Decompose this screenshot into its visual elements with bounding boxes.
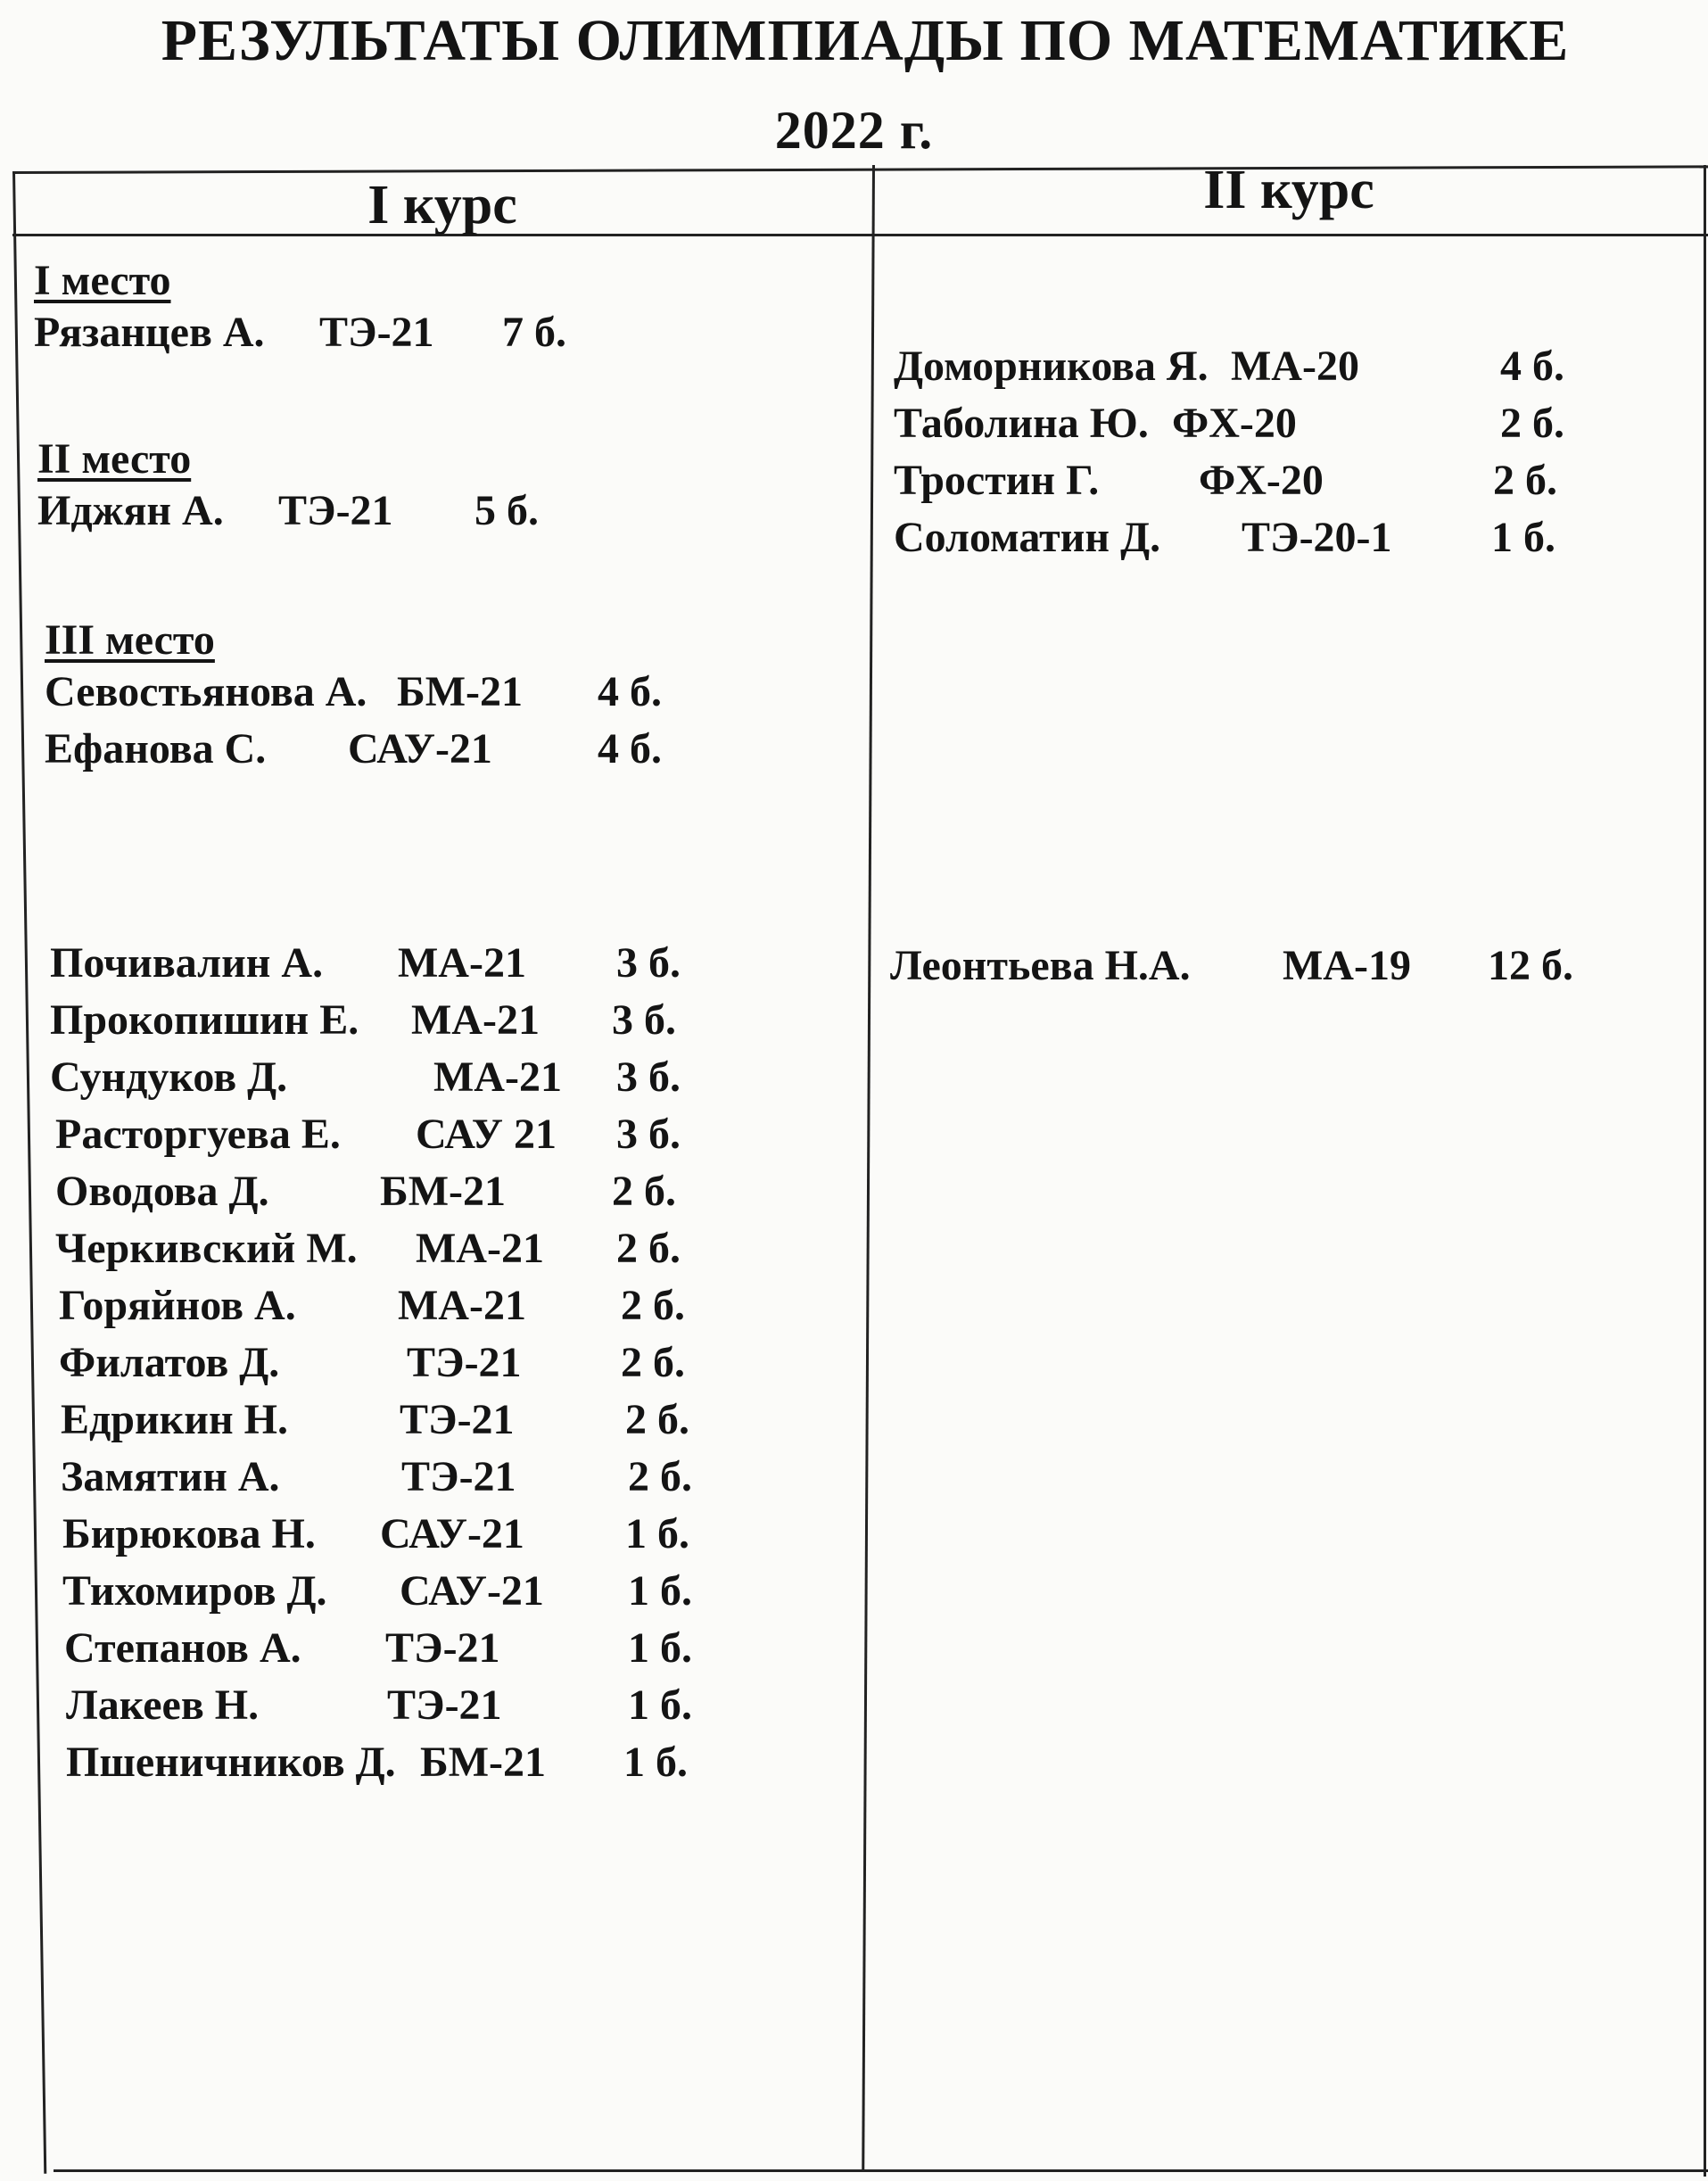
student-group: ТЭ-21 [278,487,393,534]
student-score: 1 б. [628,1567,692,1615]
column-header-course-2: II курс [1203,160,1374,220]
student-score: 2 б. [616,1225,681,1272]
student-group: МА-21 [398,939,526,987]
student-name: Леонтьева Н.А. [890,942,1191,989]
table-right-border [1704,165,1706,2177]
student-group: ТЭ-21 [385,1624,500,1672]
student-group: МА-21 [433,1053,562,1101]
student-name: Таболина Ю. [894,400,1149,447]
student-group: БМ-21 [397,668,524,715]
student-name: Степанов А. [64,1624,301,1672]
place-label: II место [37,435,192,483]
student-score: 4 б. [598,668,662,715]
student-group: ТЭ-21 [407,1339,522,1386]
list-item [45,667,662,724]
student-score: 4 б. [1500,343,1564,390]
student-score: 4 б. [598,725,662,772]
course-1-place-2 [37,433,539,543]
student-score: 2 б. [621,1282,685,1329]
student-name: Доморникова Я. [894,343,1209,390]
student-name: Едрикин Н. [61,1396,288,1443]
student-group: МА-21 [416,1225,544,1272]
student-name: Пшеничников Д. [66,1739,396,1786]
student-group: ТЭ-21 [387,1681,502,1729]
title-line-1: РЕЗУЛЬТАТЫ ОЛИМПИАДЫ ПО МАТЕМАТИКЕ [161,8,1570,73]
student-name: Бирюкова Н. [62,1510,316,1557]
student-name: Соломатин Д. [894,514,1161,561]
student-group: ТЭ-21 [319,309,434,356]
place-label: I место [34,257,171,304]
place-label: III место [45,616,215,664]
student-name: Тростин Г. [894,457,1100,504]
student-group: МА-21 [411,996,540,1044]
student-group: ТЭ-20-1 [1242,514,1392,561]
student-name: Почивалин А. [50,939,324,987]
student-score: 12 б. [1488,942,1573,989]
student-group: ФХ-20 [1199,457,1324,504]
student-name: Рязанцев А. [34,309,265,356]
student-name: Оводова Д. [55,1168,269,1215]
student-name: Горяйнов А. [59,1282,296,1329]
student-score: 1 б. [1491,514,1555,561]
student-name: Иджян А. [37,487,224,534]
student-score: 1 б. [625,1510,689,1557]
student-name: Тихомиров Д. [62,1567,327,1615]
student-name: Сундуков Д. [50,1053,288,1101]
list-item [34,308,566,365]
student-group: САУ-21 [400,1567,544,1615]
student-group: САУ 21 [416,1111,557,1158]
student-score: 3 б. [616,1053,681,1101]
student-group: ТЭ-21 [400,1396,515,1443]
list-item [37,486,539,543]
student-score: 2 б. [1500,400,1564,447]
course-1-place-3 [45,614,662,781]
student-score: 2 б. [621,1339,685,1386]
student-group: ТЭ-21 [401,1453,516,1500]
student-name: Ефанова С. [45,725,267,772]
student-name: Черкивский М. [55,1225,358,1272]
student-group: МА-19 [1283,942,1411,989]
student-score: 1 б. [628,1624,692,1672]
student-score: 5 б. [474,487,539,534]
student-name: Лакеев Н. [66,1681,260,1729]
student-score: 7 б. [502,309,566,356]
student-score: 2 б. [628,1453,692,1500]
student-score: 1 б. [628,1681,692,1729]
column-divider [862,165,875,2172]
student-group: МА-21 [398,1282,526,1329]
student-name: Замятин А. [61,1453,280,1500]
column-header-course-1: I курс [367,175,517,235]
student-name: Расторгуева Е. [55,1111,341,1158]
course-1-place-1 [34,254,566,365]
student-group: МА-20 [1231,343,1359,390]
student-score: 1 б. [623,1739,688,1786]
student-name: Севостьянова А. [45,668,367,715]
student-score: 2 б. [625,1396,689,1443]
title-line-2: 2022 г. [774,101,934,160]
student-name: Филатов Д. [59,1339,280,1386]
student-group: ФХ-20 [1172,400,1297,447]
student-score: 3 б. [616,1111,681,1158]
list-item [45,724,662,781]
student-group: БМ-21 [380,1168,507,1215]
student-group: БМ-21 [420,1739,547,1786]
student-group: САУ-21 [380,1510,524,1557]
table-bottom-border [54,2169,1708,2172]
student-score: 2 б. [612,1168,676,1215]
student-score: 3 б. [616,939,681,987]
student-score: 3 б. [612,996,676,1044]
student-group: САУ-21 [348,725,492,772]
student-score: 2 б. [1493,457,1557,504]
student-name: Прокопишин Е. [50,996,359,1044]
